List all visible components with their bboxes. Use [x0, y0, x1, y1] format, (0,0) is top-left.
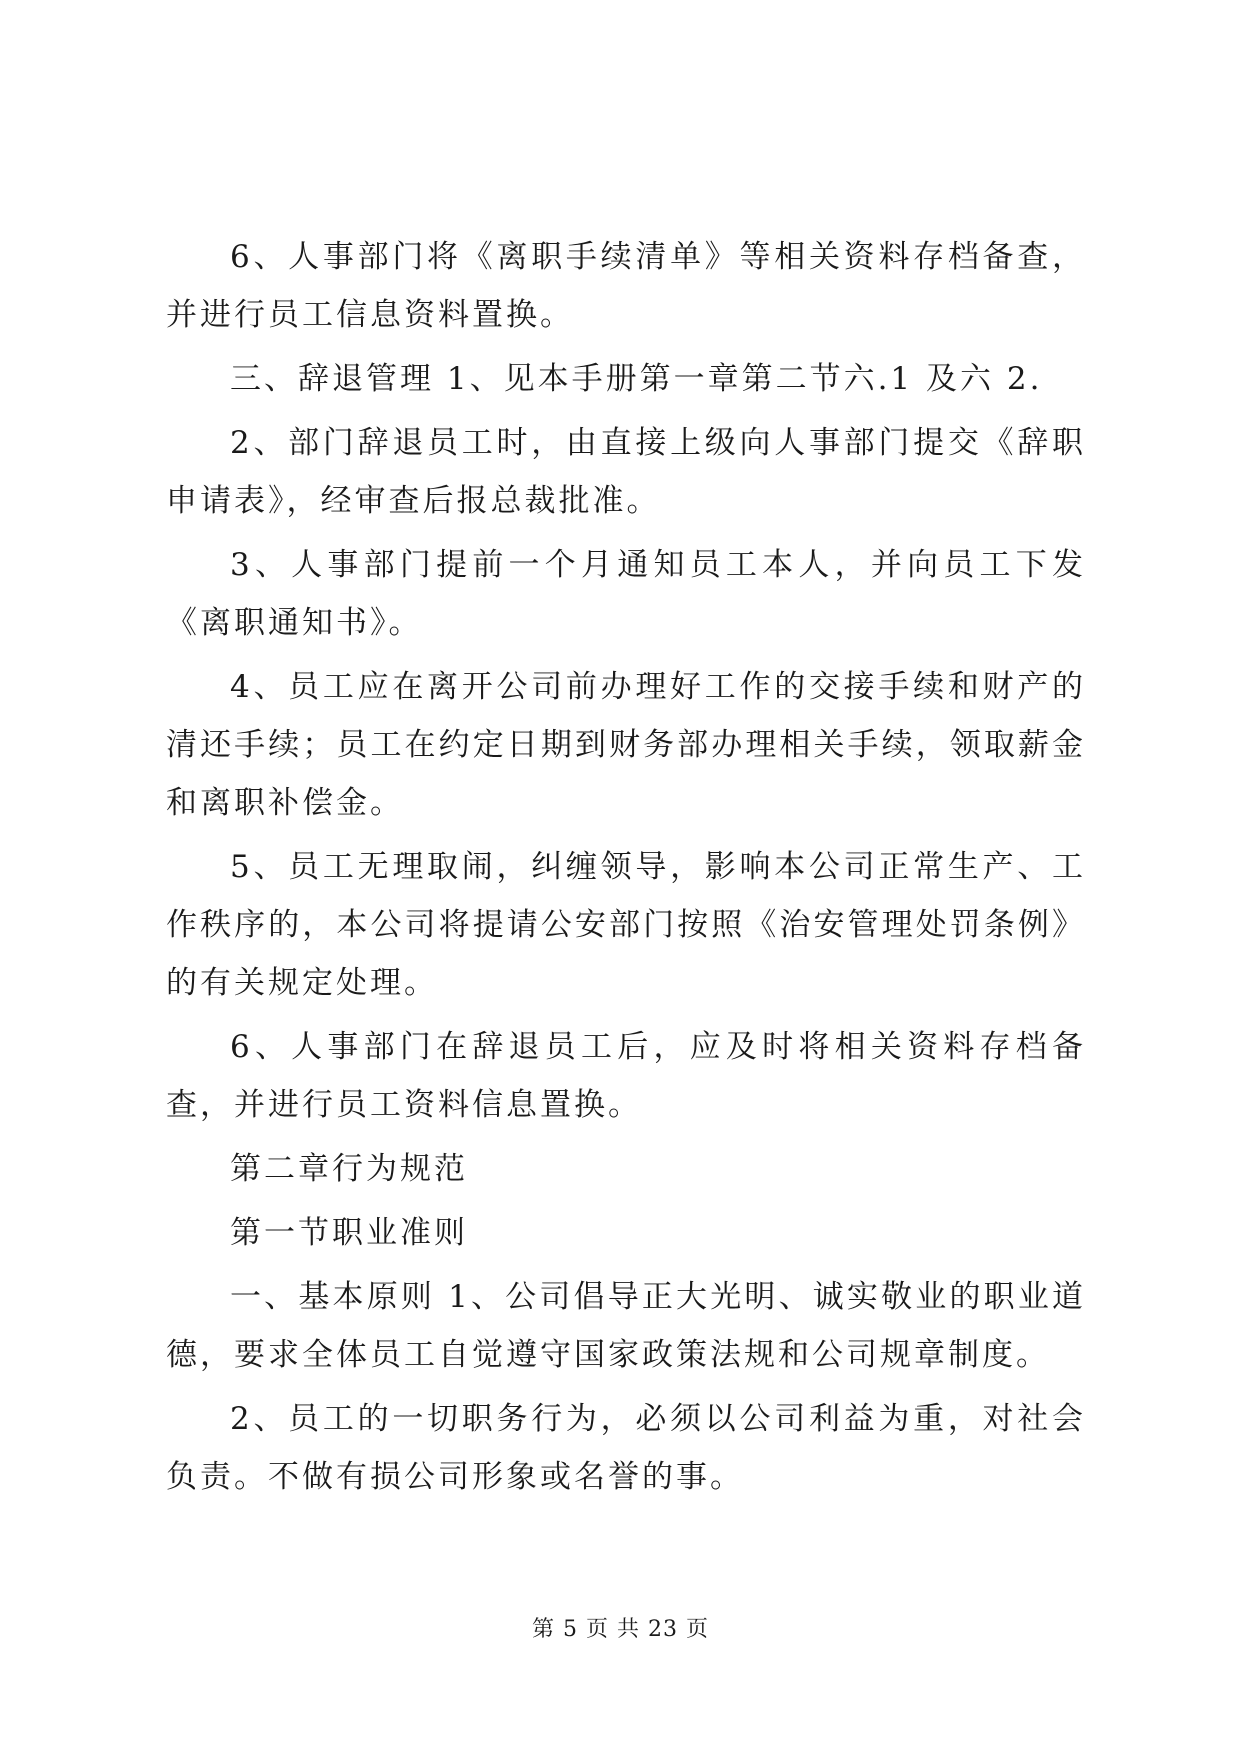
paragraph: 6、人事部门将《离职手续清单》等相关资料存档备查，并进行员工信息资料置换。	[166, 239, 1086, 333]
paragraph: 2、员工的一切职务行为，必须以公司利益为重，对社会负责。不做有损公司形象或名誉的事。	[166, 1401, 1086, 1495]
paragraph: 3、人事部门提前一个月通知员工本人，并向员工下发《离职通知书》。	[166, 547, 1086, 641]
paragraph: 2、部门辞退员工时，由直接上级向人事部门提交《辞职申请表》，经审查后报总裁批准。	[166, 425, 1086, 519]
section-heading: 第一节职业准则	[230, 1215, 468, 1251]
document-body	[166, 228, 1086, 1512]
paragraph: 三、辞退管理 1、见本手册第一章第二节六.1 及六 2.	[230, 361, 1043, 397]
paragraph: 5、员工无理取闹，纠缠领导，影响本公司正常生产、工作秩序的，本公司将提请公安部门按照《治安管理处罚条例》的有关规定处理。	[166, 849, 1086, 1001]
paragraph: 4、员工应在离开公司前办理好工作的交接手续和财产的清还手续；员工在约定日期到财务部办理相关手续，领取薪金和离职补偿金。	[166, 669, 1086, 821]
paragraph: 6、人事部门在辞退员工后，应及时将相关资料存档备查，并进行员工资料信息置换。	[166, 1029, 1086, 1123]
page-number-footer: 第 5 页 共 23 页	[532, 1617, 709, 1642]
chapter-heading: 第二章行为规范	[230, 1151, 468, 1187]
paragraph: 一、基本原则 1、公司倡导正大光明、诚实敬业的职业道德，要求全体员工自觉遵守国家政策法规和公司规章制度。	[166, 1279, 1086, 1373]
